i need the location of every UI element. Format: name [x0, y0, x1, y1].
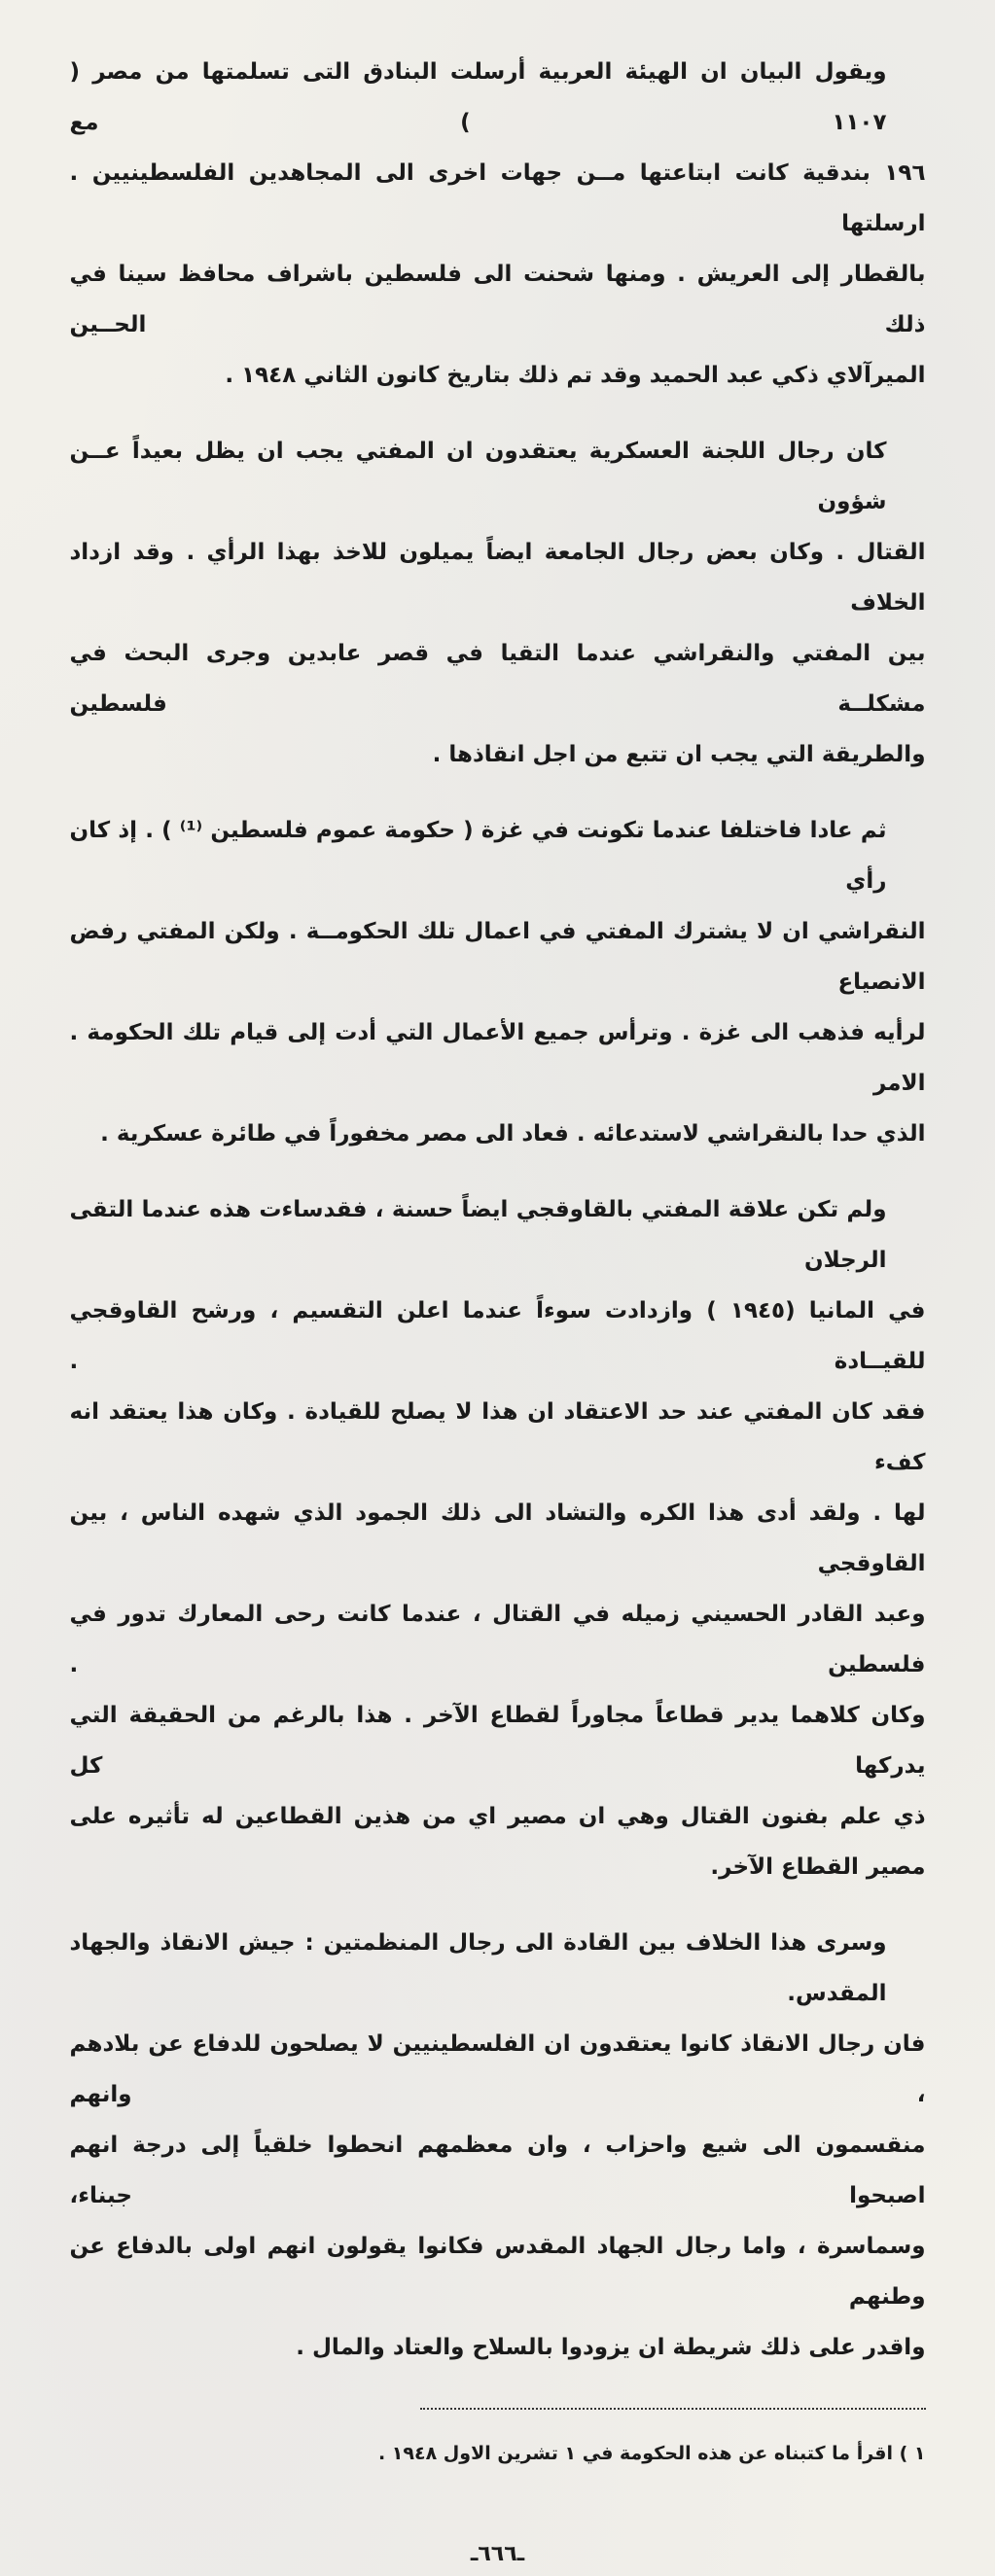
text-line: لرأيه فذهب الى غزة . وترأس جميع الأعمال التي أدت إلى قيام تلك الحكومة . الامر	[69, 1020, 926, 1096]
text-line: كان رجال اللجنة العسكرية يعتقدون ان المفتي يجب ان يظل بعيداً عــن شؤون	[69, 439, 887, 514]
body-text	[70, 47, 926, 2373]
text-line: النقراشي ان لا يشترك المفتي في اعمال تلك الحكومــة . ولكن المفتي رفض الانصياع	[69, 919, 926, 995]
paragraph	[70, 1184, 926, 1892]
footnote: ١ ) اقرأ ما كتبناه عن هذه الحكومة في ١ تشرين الاول ١٩٤٨ .	[377, 2443, 926, 2464]
text-line: فان رجال الانقاذ كانوا يعتقدون ان الفلسطينيين لا يصلحون للدفاع عن بلادهم ، وانهم	[69, 2031, 926, 2107]
text-line: الذي حدا بالنقراشي لاستدعائه . فعاد الى مصر مخفوراً في طائرة عسكرية .	[100, 1121, 926, 1147]
text-line: القتال . وكان بعض رجال الجامعة ايضاً يميلون للاخذ بهذا الرأي . وقد ازداد الخلاف	[69, 540, 926, 616]
text-line: في المانيا (١٩٤٥ ) وازدادت سوءاً عندما اعلن التقسيم ، ورشح القاوقجي للقيــادة .	[69, 1298, 926, 1374]
paragraph	[70, 426, 926, 780]
paragraph	[70, 47, 926, 401]
page-number: ـ٦٦٦ـ	[470, 2542, 525, 2566]
text-line: واقدر على ذلك شريطة ان يزودوا بالسلاح والعتاد والمال .	[296, 2335, 926, 2360]
footnote-separator	[420, 2408, 926, 2410]
text-line: لها . ولقد أدى هذا الكره والتشاد الى ذلك الجمود الذي شهده الناس ، بين القاوقجي	[69, 1500, 926, 1576]
text-line: ولم تكن علاقة المفتي بالقاوقجي ايضاً حسنة ، فقدساءت هذه عندما التقى الرجلان	[69, 1197, 887, 1273]
text-line: ثم عادا فاختلفا عندما تكونت في غزة ( حكومة عموم فلسطين ⁽¹⁾ ) . إذ كان رأي	[69, 818, 887, 894]
text-line: ويقول البيان ان الهيئة العربية أرسلت البنادق التى تسلمتها من مصر ( ١١٠٧ ) مع	[69, 59, 887, 135]
text-line: ذي علم بفنون القتال وهي ان مصير اي من هذين القطاعين له تأثيره على مصير القطاع الآخر.	[69, 1804, 926, 1880]
text-line: بالقطار إلى العريش . ومنها شحنت الى فلسطين باشراف محافظ سينا في ذلك الحــين	[69, 262, 926, 337]
text-line: وكان كلاهما يدير قطاعاً مجاوراً لقطاع الآخر . هذا بالرغم من الحقيقة التي يدركها كل	[69, 1703, 926, 1779]
paragraph	[70, 1918, 926, 2373]
paragraph	[70, 805, 926, 1159]
text-line: وسماسرة ، واما رجال الجهاد المقدس فكانوا يقولون انهم اولى بالدفاع عن وطنهم	[69, 2234, 926, 2310]
text-line: وسرى هذا الخلاف بين القادة الى رجال المنظمتين : جيش الانقاذ والجهاد المقدس.	[69, 1930, 887, 2006]
text-line: فقد كان المفتي عند حد الاعتقاد ان هذا لا يصلح للقيادة . وكان هذا يعتقد انه كفء	[69, 1399, 926, 1475]
text-line: وعبد القادر الحسيني زميله في القتال ، عندما كانت رحى المعارك تدور في فلسطين .	[69, 1602, 926, 1677]
text-line: والطريقة التي يجب ان تتبع من اجل انقاذها .	[432, 742, 926, 767]
text-line: الميرآلاي ذكي عبد الحميد وقد تم ذلك بتاريخ كانون الثاني ١٩٤٨ .	[225, 363, 926, 388]
text-line: منقسمون الى شيع واحزاب ، وان معظمهم انحطوا خلقياً إلى درجة انهم اصبحوا جبناء،	[69, 2133, 926, 2208]
text-line: بين المفتي والنقراشي عندما التقيا في قصر عابدين وجرى البحث في مشكلــة فلسطين	[69, 641, 926, 717]
text-line: ١٩٦ بندقية كانت ابتاعتها مــن جهات اخرى الى المجاهدين الفلسطينيين . ارسلتها	[69, 160, 926, 236]
